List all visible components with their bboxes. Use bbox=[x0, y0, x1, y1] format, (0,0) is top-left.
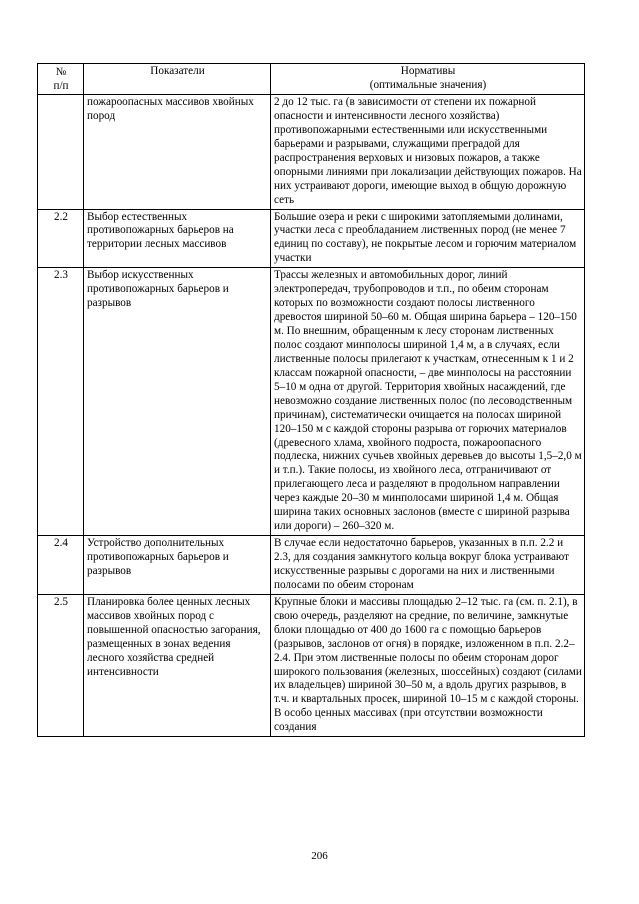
row-num bbox=[38, 95, 84, 210]
row-num: 2.3 bbox=[38, 268, 84, 536]
header-norms: Нормативы (оптимальные значения) bbox=[271, 64, 585, 95]
row-num: 2.4 bbox=[38, 536, 84, 595]
row-indicator: Планировка более ценных лесных массивов хвойных пород с повышенной опасностью загорания, размещенных в зонах ведения лесного хозяйства средней интенсивности bbox=[84, 594, 271, 736]
row-norm: 2 до 12 тыс. га (в зависимости от степени их пожарной опасности и интенсивности лесного хозяйства) противопожарными естественными или искусственными барьерами и разрывами, служащими преградой для распространения верховых и низовых пожаров, а также опорными линиями при локализации действующих пожаров. На них устраивают дороги, имеющие выход в общую дорожную сеть bbox=[271, 95, 585, 210]
table-row bbox=[38, 536, 585, 595]
table-row bbox=[38, 95, 585, 210]
row-num: 2.2 bbox=[38, 209, 84, 268]
page-number: 206 bbox=[311, 850, 328, 862]
row-norm: Трассы железных и автомобильных дорог, линий электропередач, трубопроводов и т.п., по обеим сторонам которых по возможности создают полосы лиственного древостоя шириной 50–60 м. Общая ширина барьера – 120–150 м. По внешним, обращенным к лесу сторонам лиственных полос создают минполосы шириной 1,4 м, а в случаях, если лиственные полосы прилегают к участкам, отнесенным к 1 и 2 классам пожарной опасности, – две минполосы на расстоянии 5–10 м одна от другой. Территория хвойных насаждений, где невозможно создание лиственных полос (по лесоводственным причинам), систематически очищается на полосах шириной 120–150 м с каждой стороны разрыва от горючих материалов (древесного хлама, хвойного подроста, пожароопасного подлеска, нижних сучьев хвойных деревьев до высоты 1,5–2,0 м и т.п.). Такие полосы, из хвойного леса, отграничивают от прилегающего леса и разделяют в продольном направлении через каждые 20–30 м минполосами шириной 1,4 м. Общая ширина таких основных заслонов (вместе с шириной разрыва или дороги) – 260–320 м. bbox=[271, 268, 585, 536]
table-row bbox=[38, 209, 585, 268]
row-indicator: Выбор естественных противопожарных барьеров на территории лесных массивов bbox=[84, 209, 271, 268]
table-row bbox=[38, 268, 585, 536]
row-indicator: Выбор искусственных противопожарных барьеров и разрывов bbox=[84, 268, 271, 536]
table-header-row bbox=[38, 64, 585, 95]
row-norm: Крупные блоки и массивы площадью 2–12 тыс. га (см. п. 2.1), в свою очередь, разделяют на средние, по величине, замкнутые блоки площадью от 400 до 1600 га с помощью барьеров (разрывов, заслонов от огня) в порядке, изложенном в п.п. 2.2–2.4. При этом лиственные полосы по обеим сторонам дорог широкого пользования (железных, шоссейных) создают (силами их владельцев) шириной 30–50 м, а вдоль других разрывов, в т.ч. и квартальных просек, шириной 10–15 м с каждой стороны. В особо ценных массивах (при отсутствии возможности создания bbox=[271, 594, 585, 736]
row-num: 2.5 bbox=[38, 594, 84, 736]
header-num: № п/п bbox=[38, 64, 84, 95]
row-indicator: Устройство дополнительных противопожарных барьеров и разрывов bbox=[84, 536, 271, 595]
norms-table bbox=[37, 63, 585, 737]
row-norm: В случае если недостаточно барьеров, указанных в п.п. 2.2 и 2.3, для создания замкнутого кольца вокруг блока устраивают искусственные разрывы с дорогами на них и лиственными полосами по обеим сторонам bbox=[271, 536, 585, 595]
header-indicators: Показатели bbox=[84, 64, 271, 95]
row-norm: Большие озера и реки с широкими затопляемыми долинами, участки леса с преобладанием лиственных пород (не менее 7 единиц по составу), не покрытые лесом и горючим материалом участки bbox=[271, 209, 585, 268]
table-row bbox=[38, 594, 585, 736]
row-indicator: пожароопасных массивов хвойных пород bbox=[84, 95, 271, 210]
